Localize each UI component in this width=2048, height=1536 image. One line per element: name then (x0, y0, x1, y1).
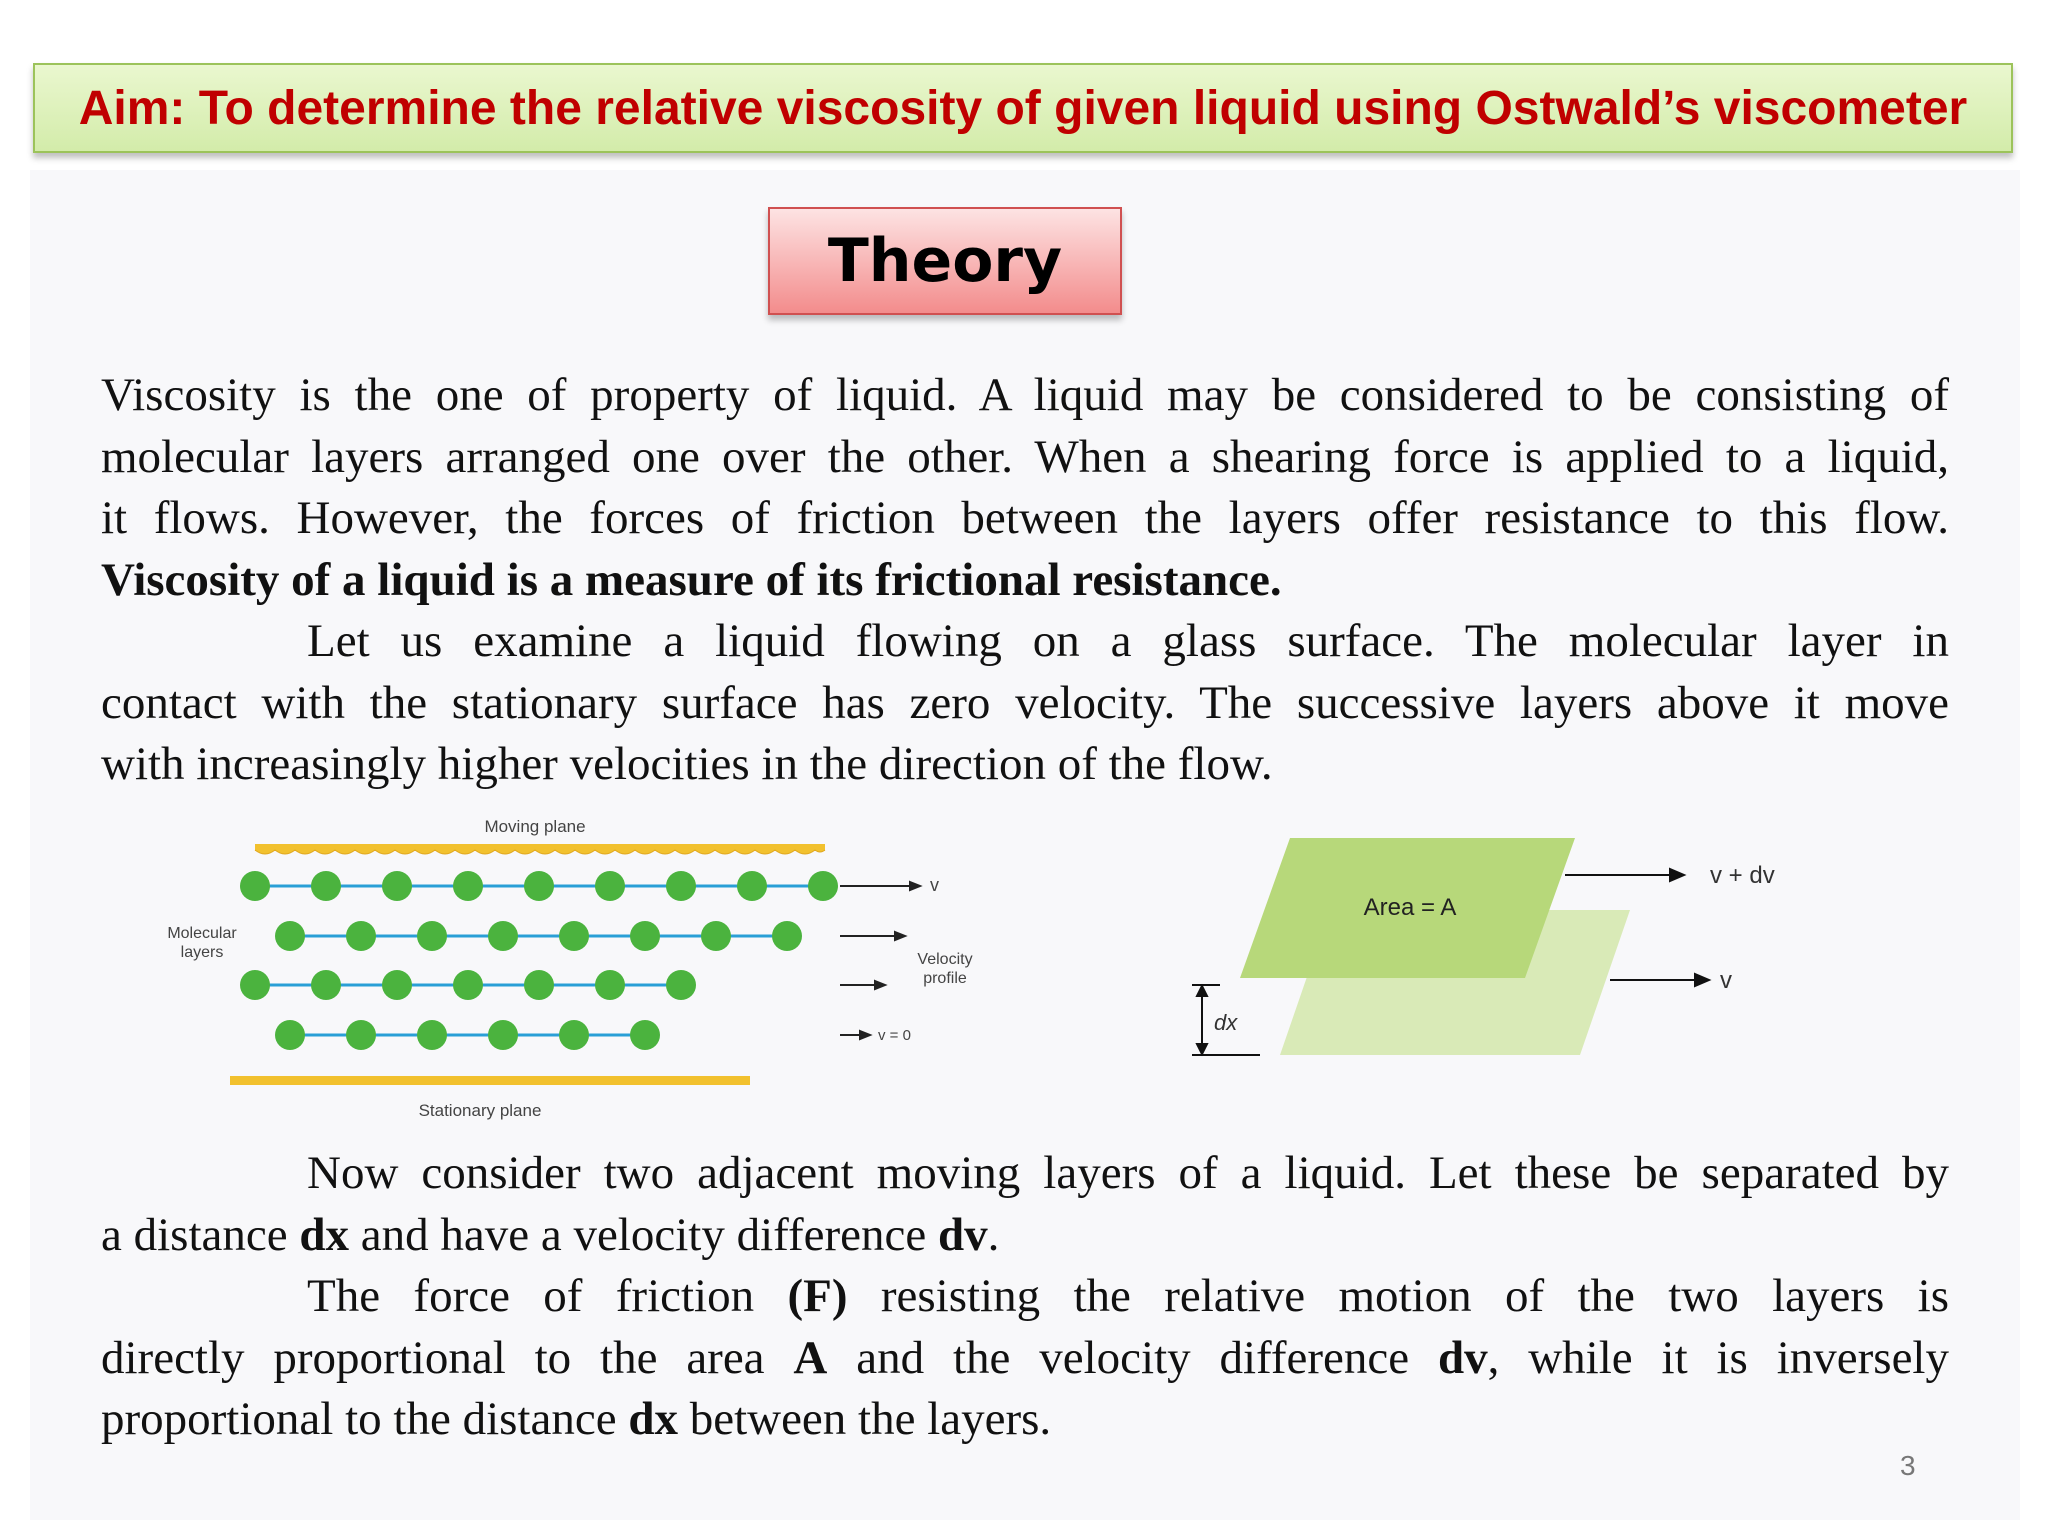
molecule (737, 871, 767, 901)
molecule (524, 970, 554, 1000)
molecular-layers-label-2: layers (180, 944, 224, 961)
molecule (382, 871, 412, 901)
molecule-rows (240, 871, 838, 1050)
molecule (559, 1020, 589, 1050)
text-line: it flows. However, the forces of friction between the layers offer resistance to this flow. (101, 492, 1949, 544)
molecule (488, 1020, 518, 1050)
molecule (240, 970, 270, 1000)
paragraph-friction-force (101, 1266, 1949, 1451)
paragraph-viscosity-definition (101, 365, 1949, 611)
molecule (417, 921, 447, 951)
dv-term: dv (1437, 1331, 1488, 1384)
molecule (417, 1020, 447, 1050)
area-term: A (793, 1331, 828, 1384)
molecule (595, 970, 625, 1000)
text-line: with increasingly higher velocities in the direction of the flow. (101, 738, 1273, 790)
text-fragment: between the layers. (677, 1393, 1052, 1445)
text-fragment: and the velocity difference (827, 1331, 1438, 1384)
molecular-layers-diagram (150, 810, 1000, 1130)
text-fragment: resisting the relative motion of the two layers is (847, 1270, 1949, 1322)
molecule (453, 970, 483, 1000)
molecule (488, 921, 518, 951)
text-line (101, 1205, 1949, 1267)
velocity-arrows (840, 882, 920, 1039)
molecular-layers-label-1: Molecular (167, 925, 237, 942)
velocity-profile-label-2: profile (923, 970, 967, 987)
v-label: v (1720, 967, 1732, 994)
molecule (311, 871, 341, 901)
bold-definition: Viscosity of a liquid is a measure of its frictional resistance. (101, 553, 1282, 606)
text-fragment: a distance (101, 1208, 300, 1261)
molecule (453, 871, 483, 901)
molecule (524, 871, 554, 901)
molecule (630, 921, 660, 951)
text-line (101, 1266, 1949, 1328)
shear-layers-diagram (1180, 820, 1820, 1070)
dx-term: dx (299, 1208, 349, 1261)
molecule (666, 970, 696, 1000)
molecule (595, 871, 625, 901)
molecule (346, 921, 376, 951)
stationary-plane-label: Stationary plane (418, 1101, 542, 1120)
molecule (275, 921, 305, 951)
paragraph-glass-surface (101, 611, 1949, 796)
stationary-plane (230, 1076, 750, 1085)
molecule (772, 921, 802, 951)
text-line: Let us examine a liquid flowing on a glass surface. The molecular layer in (307, 615, 1949, 667)
velocity-profile-label-1: Velocity (917, 951, 973, 968)
aim-text: Aim: To determine the relative viscosity of given liquid using Ostwald’s viscometer (78, 81, 1968, 135)
molecule (311, 970, 341, 1000)
molecule (240, 871, 270, 901)
molecule (346, 1020, 376, 1050)
v-zero-label: v = 0 (878, 1027, 911, 1044)
molecule (559, 921, 589, 951)
molecule (275, 1020, 305, 1050)
text-line: Viscosity is the one of property of liquid. A liquid may be considered to be consisting of (101, 369, 1949, 421)
dv-term: dv (937, 1208, 988, 1261)
molecule (701, 921, 731, 951)
moving-plane-label: Moving plane (484, 817, 586, 836)
text-line: molecular layers arranged one over the other. When a shearing force is applied to a liquid, (101, 430, 1949, 483)
text-fragment: . (987, 1208, 1000, 1261)
dx-label: dx (1214, 1010, 1238, 1035)
theory-heading: Theory (827, 226, 1063, 296)
theory-heading-box (768, 207, 1122, 315)
text-fragment: proportional to the distance (101, 1393, 629, 1445)
v-plus-dv-label: v + dv (1710, 862, 1775, 889)
molecule (808, 871, 838, 901)
dx-term: dx (628, 1393, 678, 1445)
v-label: v (930, 875, 939, 895)
molecule (666, 871, 696, 901)
molecule (630, 1020, 660, 1050)
page-number: 3 (1900, 1450, 1916, 1481)
text-fragment: directly proportional to the area (101, 1331, 794, 1384)
aim-banner (33, 63, 2013, 153)
text-line (101, 1389, 1949, 1451)
moving-plane (255, 844, 825, 854)
text-line: contact with the stationary surface has zero velocity. The successive layers above it move (101, 676, 1949, 729)
text-line (101, 1328, 1949, 1390)
text-fragment: The force of friction (307, 1270, 788, 1322)
force-term: (F) (787, 1270, 848, 1322)
text-fragment: , while it is inversely (1487, 1331, 1949, 1384)
paragraph-adjacent-layers (101, 1143, 1949, 1266)
molecule (382, 970, 412, 1000)
text-line: Now consider two adjacent moving layers of a liquid. Let these be separated by (307, 1147, 1949, 1199)
text-fragment: and have a velocity difference (349, 1208, 938, 1261)
text-line-bold (101, 550, 1949, 612)
area-label: Area = A (1363, 894, 1457, 921)
